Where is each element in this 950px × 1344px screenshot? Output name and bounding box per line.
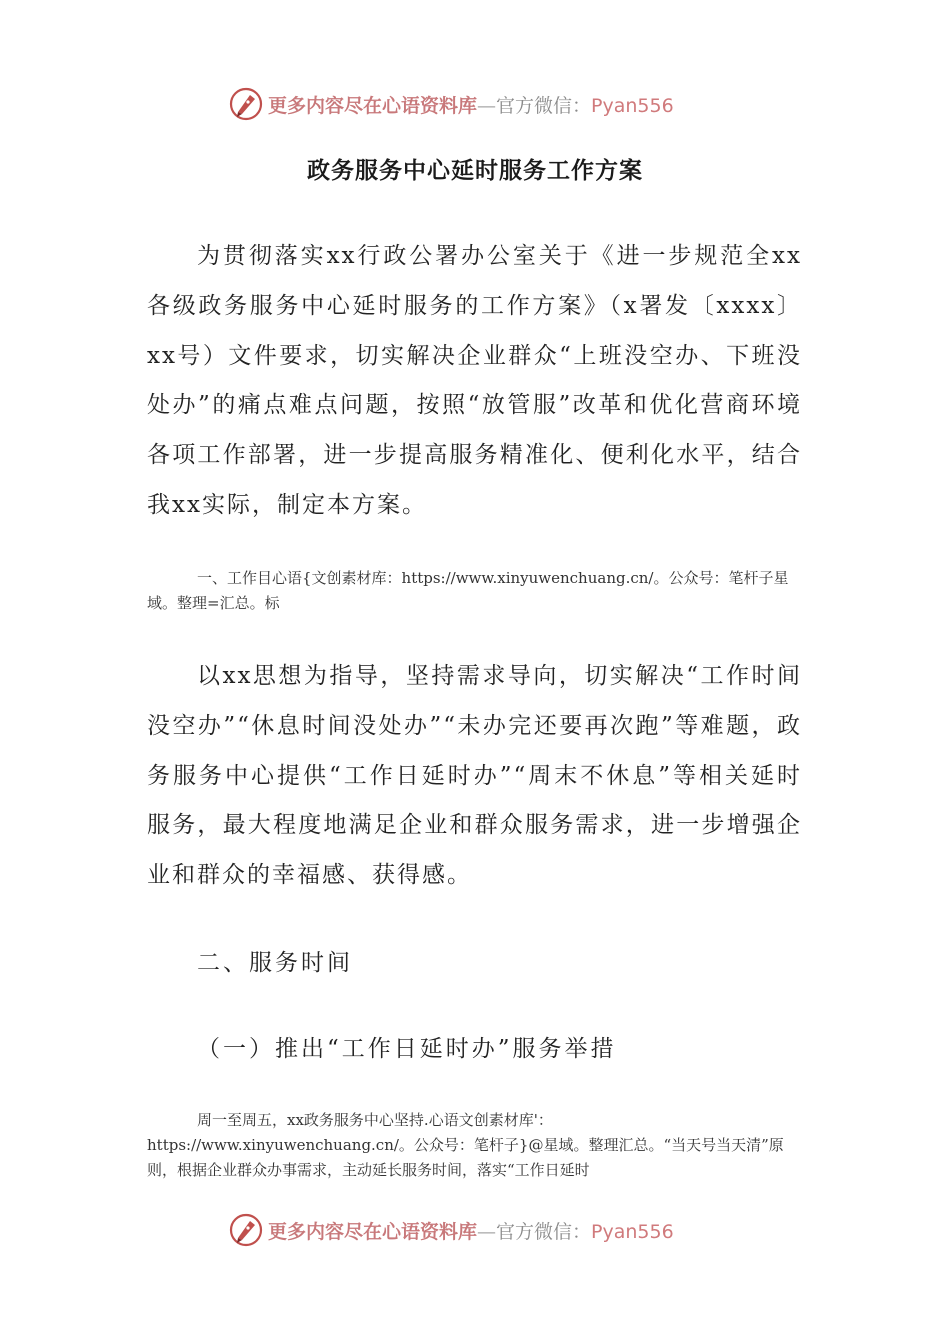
pen-nib-logo-icon <box>228 86 264 122</box>
banner-label: 官方微信： <box>496 94 592 117</box>
document-title: 政务服务中心延时服务工作方案 <box>307 158 643 184</box>
weekday-service-paragraph: 周一至周五，xx政务服务中心坚持.心语文创素材库'：https://www.xinyuwenchuang.cn/。公众号：笔杆子}@星域。整理汇总。“当天号当天清”原则，根据企业群众办事需求，主动延长服务时间，落实“工作日延时 <box>147 1111 784 1179</box>
banner-main-text: 更多内容尽在心语资料库 <box>268 94 478 117</box>
banner-dash: — <box>477 1220 497 1243</box>
header-banner <box>228 84 748 124</box>
banner-handle: Pyan556 <box>591 94 674 117</box>
section-1-heading-small: 一、工作目心语{文创素材库：https://www.xinyuwenchuang.cn/。公众号：笔杆子星域。整理=汇总。标 <box>147 569 789 612</box>
banner-text <box>268 1217 674 1244</box>
section-2-heading: 二、服务时间 <box>197 950 353 976</box>
pen-nib-logo-icon <box>228 1212 264 1248</box>
intro-paragraph: 为贯彻落实xx行政公署办公室关于《进一步规范全xx各级政务服务中心延时服务的工作方案》（x署发〔xxxx〕xx号）文件要求，切实解决企业群众“上班没空办、下班没处办”的痛点难点问题，按照“放管服”改革和优化营商环境各项工作部署，进一步提高服务精准化、便利化水平，结合我xx实际，制定本方案。 <box>147 243 802 518</box>
subsection-1-heading: （一）推出“工作日延时办”服务举措 <box>197 1036 617 1062</box>
banner-main-text: 更多内容尽在心语资料库 <box>268 1220 478 1243</box>
banner-label: 官方微信： <box>496 1220 592 1243</box>
banner-dash: — <box>477 94 497 117</box>
goal-paragraph: 以xx思想为指导，坚持需求导向，切实解决“工作时间没空办”“休息时间没处办”“未办完还要再次跑”等难题，政务服务中心提供“工作日延时办”“周末不休息”等相关延时服务，最大程度地满足企业和群众服务需求，进一步增强企业和群众的幸福感、获得感。 <box>147 663 802 889</box>
footer-banner <box>228 1210 748 1250</box>
banner-handle: Pyan556 <box>591 1220 674 1243</box>
banner-text <box>268 91 674 118</box>
